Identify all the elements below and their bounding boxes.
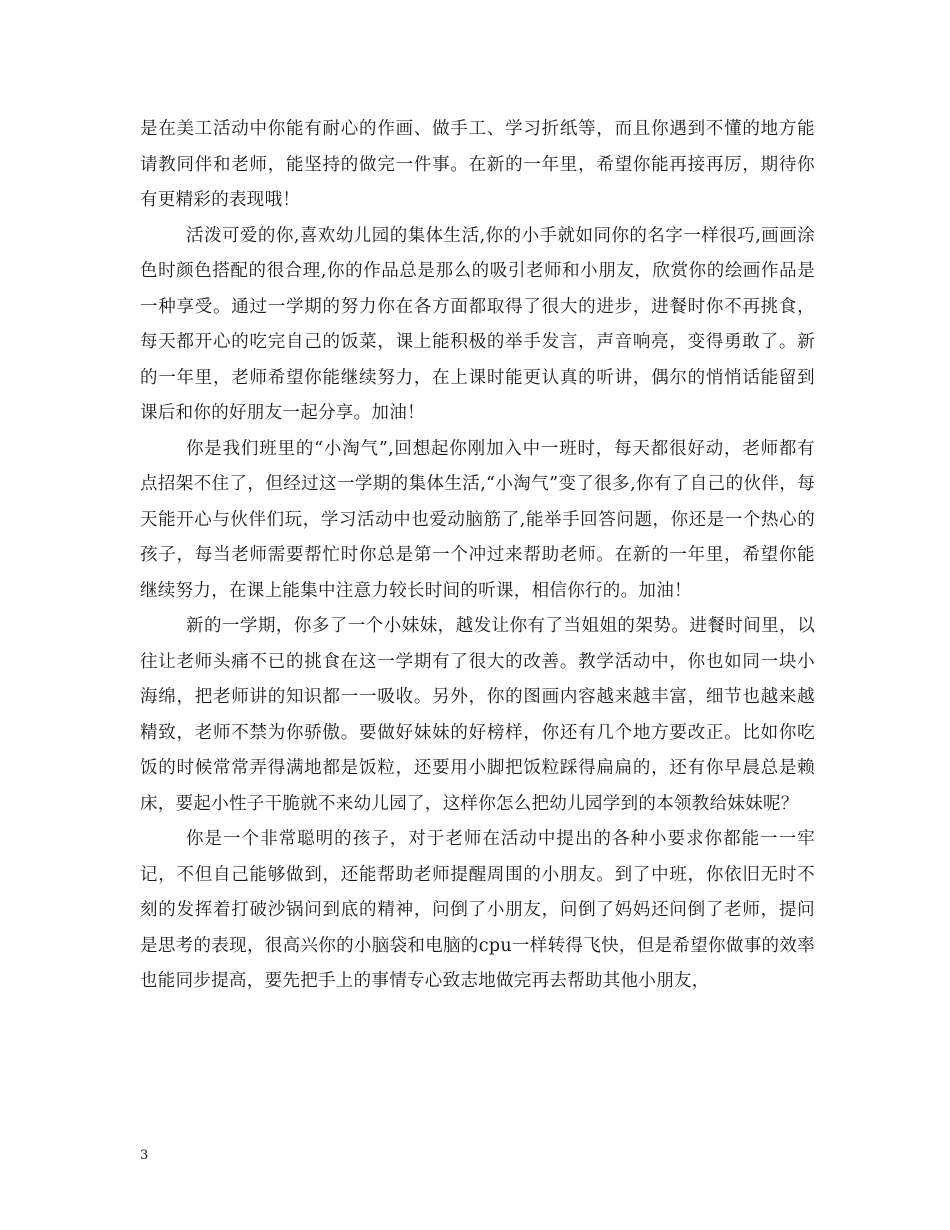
paragraph-2: 活泼可爱的你,喜欢幼儿园的集体生活,你的小手就如同你的名字一样很巧,画画涂色时颜色搭配的很合理,你的作品总是那么的吸引老师和小朋友，欣赏你的绘画作品是一种享受。通过一学期的努力你在各方面都取得了很大的进步，进餐时你不再挑食，每天都开心的吃完自己的饭菜，课上能积极的举手发言，声音响亮，变得勇敢了。新的一年里，老师希望你能继续努力，在上课时能更认真的听讲，偶尔的悄悄话能留到课后和你的好朋友一起分享。加油！	[140, 225, 815, 423]
page-number: 3	[140, 1148, 149, 1163]
paragraph-4: 新的一学期，你多了一个小妹妹，越发让你有了当姐姐的架势。进餐时间里，以往让老师头痛不已的挑食在这一学期有了很大的改善。教学活动中，你也如同一块小海绵，把老师讲的知识都一一吸收。另外，你的图画内容越来越丰富，细节也越来越精致，老师不禁为你骄傲。要做好妹妹的好榜样，你还有几个地方要改正。比如你吃饭的时候常常弄得满地都是饭粒，还要用小脚把饭粒踩得扁扁的，还有你早晨总是赖床，要起小性子干脆就不来幼儿园了，这样你怎么把幼儿园学到的本领教给妹妹呢？	[140, 616, 815, 814]
document-body	[140, 112, 815, 1000]
paragraph-3: 你是我们班里的“小淘气”,回想起你刚加入中一班时，每天都很好动，老师都有点招架不住了，但经过这一学期的集体生活,“小淘气”变了很多,你有了自己的伙伴，每天能开心与伙伴们玩，学习活动中也爱动脑筋了,能举手回答问题，你还是一个热心的孩子，每当老师需要帮忙时你总是第一个冲过来帮助老师。在新的一年里，希望你能继续努力，在课上能集中注意力较长时间的听课，相信你行的。加油！	[140, 438, 815, 601]
paragraph-1: 是在美工活动中你能有耐心的作画、做手工、学习折纸等，而且你遇到不懂的地方能请教同伴和老师，能坚持的做完一件事。在新的一年里，希望你能再接再厉，期待你有更精彩的表现哦！	[140, 119, 815, 210]
paragraph-5: 你是一个非常聪明的孩子，对于老师在活动中提出的各种小要求你都能一一牢记，不但自己能够做到，还能帮助老师提醒周围的小朋友。到了中班，你依旧无时不刻的发挥着打破沙锅问到底的精神，问倒了小朋友，问倒了妈妈还问倒了老师，提问是思考的表现，很高兴你的小脑袋和电脑的cpu一样转得飞快，但是希望你做事的效率也能同步提高，要先把手上的事情专心致志地做完再去帮助其他小朋友，	[140, 829, 815, 991]
